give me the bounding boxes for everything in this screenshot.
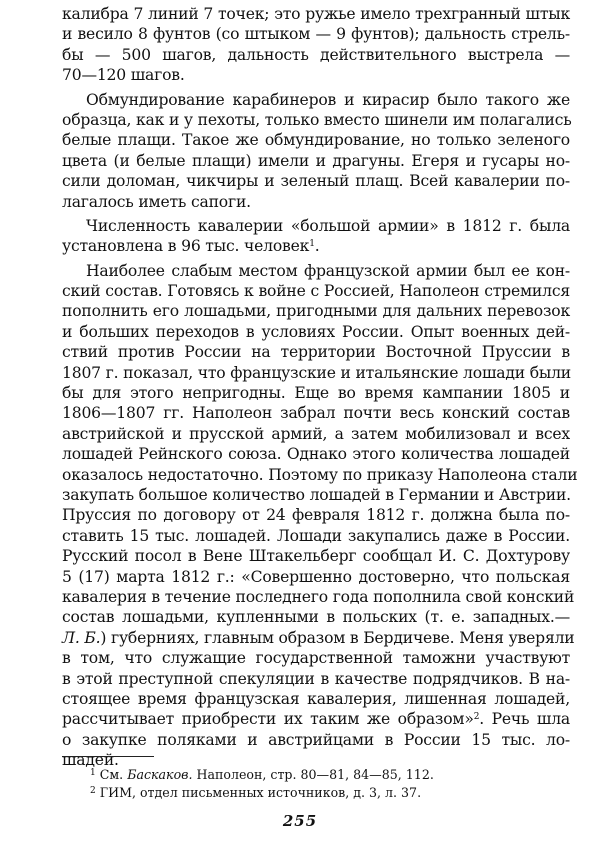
footnote-number: 1	[90, 768, 96, 778]
author-initials: Л. Б.	[62, 628, 101, 647]
text-line: 5 (17) марта 1812 г.: «Совершенно достоверно, что польская	[62, 567, 570, 586]
text-line: ский состав. Готовясь к войне с Россией, Наполеон стремился	[62, 282, 570, 301]
text-line: белые плащи. Такое же обмундирование, но только зеленого	[62, 131, 570, 150]
footnote-mark[interactable]: 2	[473, 712, 480, 723]
text-line-with-footnote	[62, 236, 570, 256]
text-line: 70—120 шагов.	[62, 66, 185, 85]
text-line: образца, как и у пехоты, только вместо шинели им полагались	[62, 110, 572, 129]
text-line: закупать большое количество лошадей в Германии и Австрии.	[62, 485, 571, 504]
text-line-italic-prefix	[62, 628, 575, 648]
text-line: шадей.	[62, 751, 119, 770]
footnote-mark[interactable]: 1	[309, 239, 315, 250]
text-line: и больших переходов в условиях России. Опыт военных дей-	[62, 322, 570, 341]
text-line: и весило 8 фунтов (со штыком — 9 фунтов); дальность стрель-	[62, 25, 570, 44]
text-line: кавалерия в течение последнего года пополнила свой конский	[62, 587, 575, 606]
text-line: Русский посол в Вене Штакельберг сообщал И. С. Дохтурову	[62, 547, 570, 566]
text-line: оказалось недостаточно. Поэтому по приказу Наполеона стали	[62, 465, 578, 484]
text-line: стоящее время французская кавалерия, лишенная лошадей,	[62, 689, 570, 708]
footnotes	[90, 766, 570, 802]
text-line-body: ) губерниях, главным образом в Бердичеве. Меня уверяли	[100, 628, 575, 647]
footnote-2	[90, 784, 570, 802]
footnote-divider	[62, 756, 154, 757]
footnote-text: Наполеон, стр. 80—81, 84—85, 112.	[196, 767, 434, 782]
text-line: ставить 15 тыс. лошадей. Лошади закупались даже в России.	[62, 526, 570, 545]
text-line-body: установлена в 96 тыс. человек	[62, 237, 310, 256]
text-line: 1807 г. показал, что французские и итальянские лошади были	[62, 363, 571, 382]
text-line-tail: . Речь шла	[479, 710, 571, 729]
text-line: Наиболее слабым местом французской армии был ее кон-	[86, 261, 570, 280]
text-line: сили доломан, чикчиры и зеленый плащ. Всей кавалерии по-	[62, 172, 570, 191]
text-line: о закупке поляками и австрийцами в России 15 тыс. ло-	[62, 730, 570, 749]
text-line: бы — 500 шагов, дальность действительного выстрела —	[62, 45, 570, 64]
footnote-prefix: См.	[99, 767, 124, 782]
footnote-text: ГИМ, отдел письменных источников, д. 3, л. 37.	[99, 785, 422, 800]
text-line: бы для этого непригодны. Еще во время кампании 1805 и	[62, 384, 570, 403]
main-text	[62, 4, 578, 770]
text-line-tail: .	[314, 237, 320, 256]
footnote-1	[90, 766, 570, 784]
text-line: цвета (и белые плащи) имели и драгуны. Егеря и гусары но-	[62, 151, 570, 170]
footnote-author: Баскаков.	[127, 767, 193, 782]
text-line: состав лошадьми, купленными в польских (т. е. западных.—	[62, 608, 570, 627]
text-line: 1806—1807 гг. Наполеон забрал почти весь конский состав	[62, 404, 570, 423]
text-line: в этой преступной спекуляции в качестве подрядчиков. В на-	[62, 669, 570, 688]
text-line: лошадей Рейнского союза. Однако этого количества лошадей	[62, 445, 570, 464]
text-line-with-footnote	[62, 709, 570, 729]
text-line-body: рассчитывает приобрести их таким же образом»	[62, 710, 474, 729]
footnote-number: 2	[90, 786, 96, 796]
text-line: пополнить его лошадьми, пригодными для дальних перевозок	[62, 302, 570, 321]
text-line: Обмундирование карабинеров и кирасир было такого же	[86, 90, 570, 109]
page-number: 255	[282, 812, 318, 830]
text-line: ствий против России на территории Восточной Пруссии в	[62, 343, 570, 362]
text-line: Пруссия по договору от 24 февраля 1812 г. должна была по-	[62, 506, 570, 525]
text-line: австрийской и прусской армий, а затем мобилизовал и всех	[62, 424, 570, 443]
text-line: калибра 7 линий 7 точек; это ружье имело трехгранный штык	[62, 5, 570, 23]
text-line: Численность кавалерии «большой армии» в 1812 г. была	[86, 216, 570, 235]
text-line: в том, что служащие государственной таможни участвуют	[62, 649, 570, 668]
text-line: лагалось иметь сапоги.	[62, 192, 251, 211]
